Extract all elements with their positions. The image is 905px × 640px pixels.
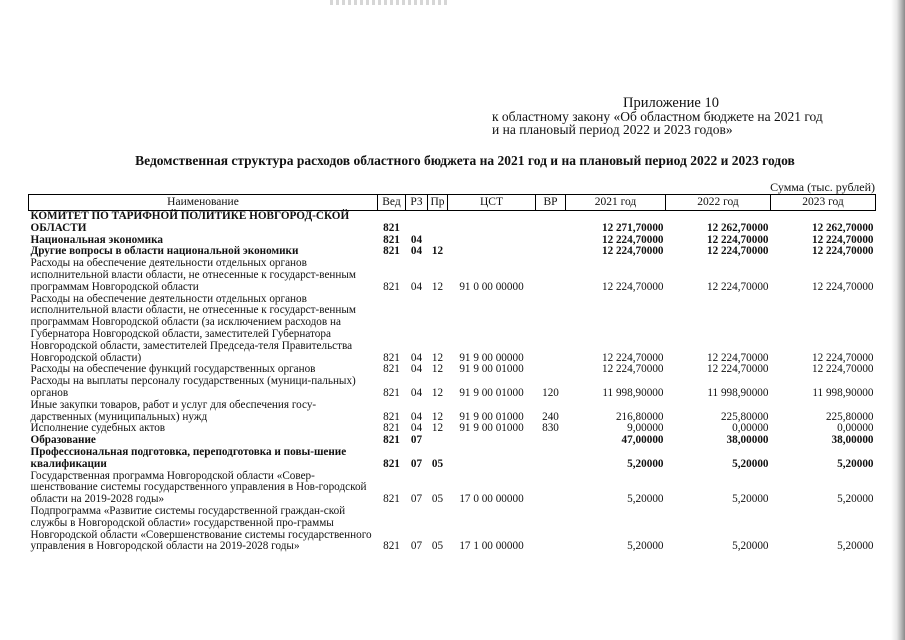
cell-pr: 12: [431, 410, 444, 423]
cell-name: Государственная программа Новгородской области «Совер-шенствование системы государственного управления в Нов-городской области на 2019-2028 годы»: [30, 469, 367, 506]
cell-name: Образование: [30, 434, 96, 447]
cell-ved: 821: [383, 351, 400, 364]
cell-vr: [536, 235, 566, 247]
cell-vr: [536, 364, 566, 376]
appendix-title: Приложение 10: [623, 95, 719, 111]
cell-pr: 12: [431, 386, 444, 399]
cell-vr: [536, 506, 566, 553]
cell-name: Расходы на обеспечение деятельности отдельных органов исполнительной власти области, не отнесенные к государст-венным программам Новгородской области: [30, 257, 357, 293]
cell-pr: [428, 211, 448, 235]
cell-ved: 821: [383, 245, 400, 258]
cell-cst: 91 9 00 01000: [459, 422, 524, 435]
cell-ved: 821: [383, 410, 400, 423]
cell-vr: [536, 258, 566, 293]
table-row: [29, 400, 876, 424]
cell-2023: 12 224,70000: [811, 233, 874, 246]
cell-2023: 12 224,70000: [811, 351, 874, 364]
cell-2022: 0,00000: [732, 422, 769, 435]
cell-pr: 12: [431, 422, 444, 435]
cell-2021: 12 224,70000: [601, 351, 664, 364]
cell-pr: 12: [431, 351, 444, 364]
scan-artifact-top: [330, 0, 450, 5]
header-pr: Пр: [428, 195, 448, 211]
cell-2022: 12 224,70000: [706, 363, 769, 376]
cell-name: Другие вопросы в области национальной экономики: [30, 245, 299, 258]
cell-name: Иные закупки товаров, работ и услуг для обеспечения госу-дарственных (муниципальных) нужд: [30, 398, 317, 423]
header-2021: 2021 год: [566, 195, 666, 211]
table-row: [29, 258, 876, 293]
cell-2021: 12 224,70000: [601, 363, 664, 376]
cell-pr: 12: [431, 280, 444, 293]
cell-rz: 04: [410, 386, 423, 399]
cell-2021: 9,00000: [627, 422, 664, 435]
cell-rz: 04: [410, 233, 423, 246]
cell-pr: [428, 435, 448, 447]
cell-2023: 12 262,70000: [771, 211, 876, 235]
appendix-header: [492, 97, 892, 136]
cell-2021: 5,20000: [627, 540, 664, 553]
cell-pr: 12: [431, 363, 444, 376]
cell-cst: [448, 235, 536, 247]
cell-ved: 821: [378, 211, 406, 235]
cell-cst: [448, 435, 536, 447]
cell-vr: [536, 246, 566, 258]
cell-rz: 04: [410, 280, 423, 293]
cell-2021: 12 224,70000: [601, 233, 664, 246]
cell-2021: 12 224,70000: [601, 245, 664, 258]
cell-2022: 38,00000: [726, 434, 769, 447]
cell-cst: 91 9 00 01000: [459, 363, 524, 376]
cell-cst: [448, 211, 536, 235]
appendix-line-1: к областному закону «Об областном бюджете на 2021 год: [492, 109, 823, 124]
cell-rz: 07: [410, 457, 423, 470]
cell-2022: 11 998,90000: [707, 386, 769, 399]
cell-name: Профессиональная подготовка, переподготовка и повы-шение квалификации: [30, 445, 347, 470]
cell-ved: 821: [383, 434, 400, 447]
cell-cst: 91 9 00 01000: [459, 410, 524, 423]
cell-rz: 07: [410, 493, 423, 506]
cell-cst: 91 0 00 00000: [459, 280, 524, 293]
header-ved: Вед: [378, 195, 406, 211]
cell-cst: [448, 246, 536, 258]
cell-rz: 07: [410, 540, 423, 553]
cell-2021: 5,20000: [627, 457, 664, 470]
cell-cst: [448, 447, 536, 471]
cell-2022: 5,20000: [732, 457, 769, 470]
cell-cst: 17 0 00 00000: [459, 493, 524, 506]
cell-ved: 821: [383, 422, 400, 435]
cell-2023: 225,80000: [825, 410, 874, 423]
cell-vr: [536, 447, 566, 471]
cell-pr: 05: [431, 540, 444, 553]
cell-2023: 5,20000: [837, 493, 874, 506]
cell-2022: 12 262,70000: [666, 211, 771, 235]
cell-vr: 830: [542, 422, 559, 435]
cell-2021: 216,80000: [615, 410, 664, 423]
header-cst: ЦСТ: [448, 195, 536, 211]
cell-cst: 91 9 00 00000: [459, 351, 524, 364]
table-row: [29, 471, 876, 506]
cell-name: Национальная экономика: [30, 233, 163, 246]
cell-ved: 821: [383, 363, 400, 376]
cell-vr: [536, 435, 566, 447]
budget-table: [28, 194, 876, 553]
document-title: Ведомственная структура расходов областного бюджета на 2021 год и на плановый период 2022 и 2023 годов: [135, 153, 795, 168]
cell-ved: 821: [383, 233, 400, 246]
cell-2022: 225,80000: [720, 410, 769, 423]
cell-2021: 5,20000: [627, 493, 664, 506]
cell-name: Исполнение судебных актов: [30, 422, 166, 435]
cell-2023: 5,20000: [837, 540, 874, 553]
cell-2022: 5,20000: [732, 493, 769, 506]
cell-2021: 47,00000: [621, 434, 664, 447]
cell-2022: 5,20000: [732, 540, 769, 553]
cell-ved: 821: [383, 493, 400, 506]
cell-2022: 12 224,70000: [706, 245, 769, 258]
cell-ved: 821: [383, 386, 400, 399]
units-caption: Сумма (тыс. рублей): [770, 180, 875, 194]
cell-rz: [406, 211, 428, 235]
header-2023: 2023 год: [771, 195, 876, 211]
cell-rz: 04: [410, 245, 423, 258]
cell-cst: 17 1 00 00000: [459, 540, 524, 553]
table-header-row: [29, 195, 876, 211]
header-name: Наименование: [29, 195, 378, 211]
cell-2023: 38,00000: [831, 434, 874, 447]
cell-name: Расходы на обеспечение деятельности отдельных органов исполнительной власти области, не отнесенные к государст-венным программам Новгородской области (за исключением расходов на Губернатора Новгородской области, заместителей Губернатора Новгородской области, заместителей Председа-теля Правительства Новгородской области): [30, 292, 357, 364]
cell-2023: 12 224,70000: [811, 280, 874, 293]
header-rz: РЗ: [406, 195, 428, 211]
cell-rz: 04: [410, 351, 423, 364]
table-row: [29, 506, 876, 553]
cell-pr: 05: [431, 493, 444, 506]
cell-2023: 5,20000: [837, 457, 874, 470]
cell-name: Подпрограмма «Развитие системы государственной граждан-ской службы в Новгородской области» государственной про-граммы Новгородской области «Совершенствование системы государственного управления в Новгородской области на 2019-2028 годы»: [30, 504, 372, 553]
cell-vr: [536, 471, 566, 506]
cell-2021: 11 998,90000: [602, 386, 664, 399]
cell-rz: 04: [410, 363, 423, 376]
cell-2021: 12 271,70000: [566, 211, 666, 235]
appendix-line-2: и на плановый период 2022 и 2023 годов»: [492, 122, 733, 137]
table-row: [29, 294, 876, 365]
cell-vr: 120: [542, 386, 559, 399]
cell-2023: 12 224,70000: [811, 245, 874, 258]
cell-2022: 12 224,70000: [706, 351, 769, 364]
cell-ved: 821: [383, 280, 400, 293]
cell-rz: 07: [410, 434, 423, 447]
cell-ved: 821: [383, 540, 400, 553]
cell-vr: [536, 294, 566, 365]
cell-2023: 11 998,90000: [812, 386, 874, 399]
cell-2023: 12 224,70000: [811, 363, 874, 376]
cell-vr: [536, 211, 566, 235]
cell-rz: 04: [410, 422, 423, 435]
header-vr: ВР: [536, 195, 566, 211]
cell-cst: 91 9 00 01000: [459, 386, 524, 399]
cell-rz: 04: [410, 410, 423, 423]
table-row: [29, 447, 876, 471]
cell-2023: 0,00000: [837, 422, 874, 435]
cell-name: КОМИТЕТ ПО ТАРИФНОЙ ПОЛИТИКЕ НОВГОРОД-СКОЙ ОБЛАСТИ: [29, 211, 378, 235]
cell-pr: 05: [431, 457, 444, 470]
table-row: [29, 376, 876, 400]
table-row: [29, 211, 876, 235]
cell-name: Расходы на обеспечение функций государственных органов: [30, 363, 316, 376]
cell-pr: 12: [431, 245, 444, 258]
cell-2022: 12 224,70000: [706, 280, 769, 293]
cell-vr: 240: [542, 410, 559, 423]
cell-2022: 12 224,70000: [706, 233, 769, 246]
scan-edge-shadow: [891, 0, 905, 640]
cell-2021: 12 224,70000: [601, 280, 664, 293]
header-2022: 2022 год: [666, 195, 771, 211]
cell-name: Расходы на выплаты персоналу государственных (муници-пальных) органов: [30, 375, 356, 399]
cell-ved: 821: [383, 457, 400, 470]
